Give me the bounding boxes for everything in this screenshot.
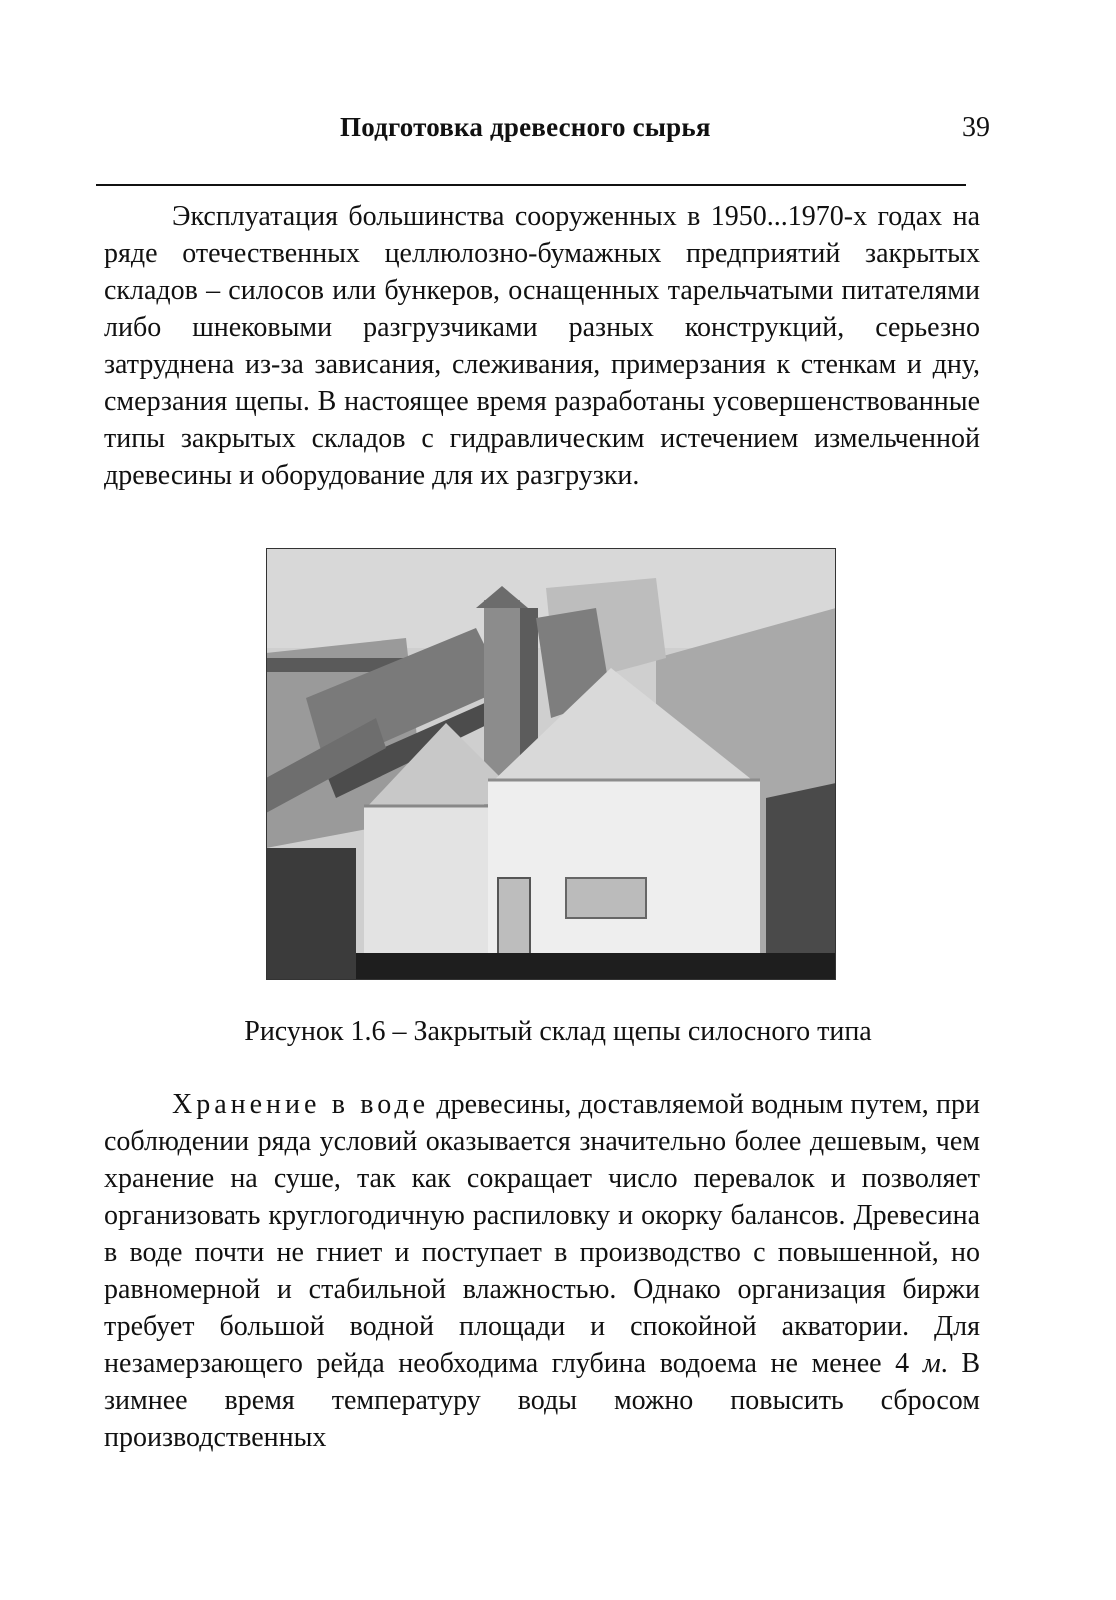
- figure-caption: Рисунок 1.6 – Закрытый склад щепы силосного типа: [244, 1016, 872, 1047]
- paragraph-2-text-end: . В зимнее время температуру воды можно повысить сбросом производственных: [104, 1348, 980, 1453]
- figure-photo: [266, 548, 836, 980]
- paragraph-2: [104, 1086, 980, 1456]
- paragraph-1: Эксплуатация большинства сооруженных в 1950...1970-х годах на ряде отечественных целлюлозно-бумажных предприятий закрытых складов – силосов или бункеров, оснащенных тарельчатыми питателями либо шнековыми разгрузчиками разных конструкций, серьезно затруднена из-за зависания, слеживания, примерзания к стенкам и дну, смерзания щепы. В настоящее время разработаны усовершенствованные типы закрытых складов с гидравлическим истечением измельченной древесины и оборудование для их разгрузки.: [104, 201, 980, 491]
- unit-meters: м: [922, 1348, 941, 1379]
- silo-warehouse-photo: [266, 548, 836, 980]
- paragraph-2-text: древесины, доставляемой водным путем, при соблюдении ряда условий оказывается значительно более дешевым, чем хранение на суше, так как сокращает число перевалок и позволяет организовать круглогодичную распиловку и окорку балансов. Древесина в воде почти не гниет и поступает в производство с повышенной, но равномерной и стабильной влажностью. Однако организация биржи требует большой водной площади и спокойной акватории. Для незамерзающего рейда необходима глубина водоема не менее 4: [104, 1089, 980, 1379]
- running-title: Подготовка древесного сырья: [340, 112, 711, 142]
- spaced-lead-term: Хранение в воде: [172, 1089, 430, 1120]
- page-number: 39: [962, 112, 990, 143]
- header-divider: [96, 184, 966, 186]
